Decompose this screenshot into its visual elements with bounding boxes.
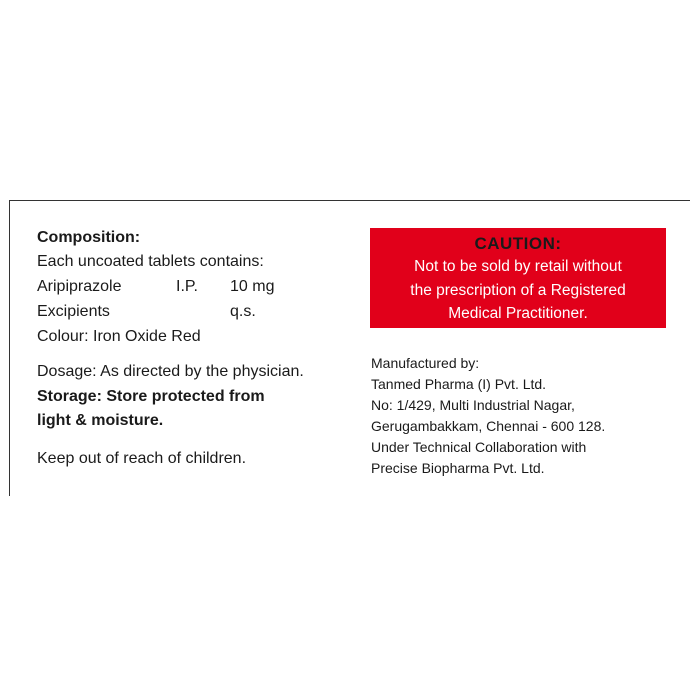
manufacturer-line-2: Tanmed Pharma (I) Pvt. Ltd.	[371, 376, 547, 392]
dosage-line: Dosage: As directed by the physician.	[37, 363, 304, 380]
manufacturer-line-4: Gerugambakkam, Chennai - 600 128.	[371, 418, 606, 434]
caution-title: CAUTION:	[474, 234, 562, 253]
children-warning: Keep out of reach of children.	[37, 450, 247, 467]
caution-line-1: Not to be sold by retail without	[414, 258, 622, 275]
manufacturer-line-6: Precise Biopharma Pvt. Ltd.	[371, 460, 545, 476]
ingredient-standard: I.P.	[176, 278, 198, 295]
caution-line-3: Medical Practitioner.	[448, 305, 588, 322]
storage-line-1: Storage: Store protected from	[37, 388, 265, 405]
composition-intro: Each uncoated tablets contains:	[37, 253, 264, 270]
excipient-name: Excipients	[37, 303, 110, 320]
ingredient-name: Aripiprazole	[37, 278, 122, 295]
caution-box	[370, 228, 666, 328]
colour-line: Colour: Iron Oxide Red	[37, 328, 201, 345]
excipient-quantity: q.s.	[230, 303, 256, 320]
composition-heading: Composition:	[37, 229, 141, 246]
caution-line-2: the prescription of a Registered	[410, 282, 626, 299]
manufacturer-line-1: Manufactured by:	[371, 355, 480, 371]
manufacturer-line-3: No: 1/429, Multi Industrial Nagar,	[371, 397, 575, 413]
storage-line-2: light & moisture.	[37, 412, 164, 429]
panel-left-border	[9, 200, 10, 496]
ingredient-quantity: 10 mg	[230, 278, 275, 295]
panel-top-border	[9, 200, 690, 201]
manufacturer-line-5: Under Technical Collaboration with	[371, 439, 587, 455]
